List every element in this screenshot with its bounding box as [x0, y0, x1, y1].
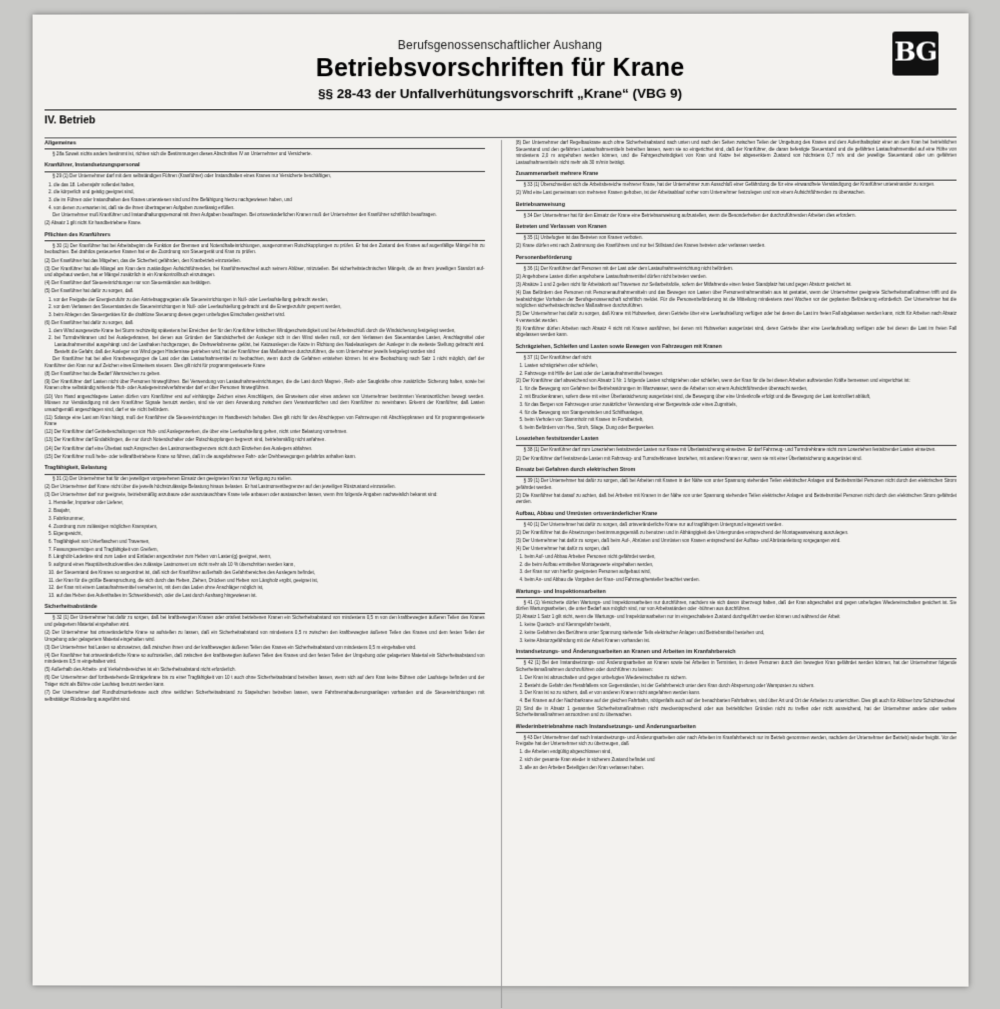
paragraph: (3) Absätze 1 und 2 gelten nicht für Arbeitskorb auf Traversen zur Seilarbeitsfolie, sofern der Mitfahrende einen festen Standplatz hat und gegen Absturz gesichert ist. — [515, 281, 852, 287]
paragraph: (4) Der Kranführer hat ortsveränderliche Krane so aufzustellen, daß zwischen den kraftbewegten äußeren Teilen des Kranes und den festen Teilen der Umgebung oder gelagertem Material ein Sicherheitsabstand von mindestens 0,5 m eingehalten wird. — [44, 652, 485, 665]
section-tag: IV. Betrieb — [44, 114, 96, 127]
paragraph: 4. für die Bewegung von Stangenwinden und Schiffsanlagen, — [519, 409, 644, 415]
paragraph: (2) Der Kranführer hat die Absetzungen bestimmungsgemäß zu benutzen und in Abhängigkeit des Untergrundes entsprechend der Montageanweisung auszulegen. — [515, 529, 849, 535]
paragraph: 2. keine Gefahren des Berührens unter Spannung stehender Teils elektrischer Anlagen und Betriebsmittel bestehen und, — [519, 630, 765, 636]
paragraph: 13. auf das Heben des Aufenthaltes im Schwenkbereich, oder die Last durch Aushang hingewiesen ist. — [48, 592, 258, 598]
paragraph: 1. dem Wind ausgesetzte Krane bei Sturm rechtzeitig spätestens bei Erreichen der für den Kranführer kritischen Windgeschwindigkeit und bei Arbeitsschluß durch die Windsicherung festgelegt werden, — [48, 327, 456, 333]
paragraph: (15) Der Kranführer muß hebe- oder teilkraftbetriebene Krane so führen, daß in die ausgefahrenen Fahr- oder Drehbewegungen gefahrlos anhalten kann. — [44, 453, 357, 459]
paragraph: (6) Der Kranführer hat dafür zu sorgen, daß — [44, 319, 133, 325]
paragraph: 3. beim Ablegen des Steuergerätes für die drahtlose Steuerung dieses gegen unbefugtes Einschalten gesichert wird. — [48, 312, 286, 318]
paragraph: 4. Zuordnung zum zulässigen möglichen Kransystem, — [48, 523, 158, 529]
paragraph: 4. beim An- und Abbau die Vorgaben der Kran- und Fahrzeughersteller beachtet werden. — [519, 577, 700, 583]
paragraph: § 37 (1) Der Kranführer darf nicht — [523, 354, 592, 360]
paragraph: 1. Hersteller, Importeur oder Lieferer, — [48, 500, 124, 506]
section-heading: Kranführer, Instandsetzungspersonal — [45, 162, 485, 172]
section-heading: Loseziehen festsitzender Lasten — [516, 436, 957, 446]
poster-columns — [45, 140, 957, 1009]
paragraph: 6. beim Befördern von Heu, Stroh, Silage, Dung oder Bergwerken. — [519, 424, 655, 430]
paragraph: (2) Angehobene Lasten dürfen angehobene Lastaufnahmemittel dürfen nicht betreten werden. — [515, 273, 707, 279]
paragraph: 9. aufgrund eines Hauptüberdruckventiles des zulässige Lastmoment um nicht mehr als 10 % überschritten werden kann, — [48, 562, 295, 568]
paragraph: (8) Der Unternehmer darf Regelbaukrane auch ohne Sicherheitsabstand nach unten und nach den Seiten zwischen Teilen der Umgebung des Kranes und dem Aufenthaltsplatz einer an dem Kran bei betrieblichen Steuerstand und den gefährten Lastaufnahmemitteln betreiben lassen, wenn sie so eingerichtet sind, daß der Kranführer, die daran befestigte Steuerstand und die gefährten Lastaufnahmemittel auf eine Höhe von mindestens 2,0 m angehoben werden können, und die Fahrgeschwindigkeit von Kran und Katze bei abgesenktem Zustand von höchstens 0,7 m/s und der jeweilige Steuerstand oder um gefährten Lastaufnahmemitteln nicht mehr als 30 m/min beträgt. — [515, 139, 957, 165]
paragraph: § 30 (1) Der Kranführer hat bei Arbeitsbeginn die Funktion der Bremsen und Notendhalteinrichtungen, ausgenommen Rutschkupplungen zu prüfen. Er hat den Zustand des Kranes auf augenfällige Mängel hin zu beobachten. Bei drahtlos gesteuerten Kranen hat er die Zuordnung von Steuergerät und Kran zu prüfen. — [44, 242, 485, 255]
paragraph: 2. sich der gesamte Kran wieder in sicherem Zustand befindet und — [519, 757, 655, 763]
paragraph: (3) Der Unternehmer hat Lasten so abzusetzen, daß zwischen ihnen und der kraftbewegten äußeren Teilen des Kranes ein Sicherheitsabstand von mindestens 0,5 m eingehalten wird. — [44, 644, 417, 650]
paragraph: 8. Länghölz-Laderäne sind zum Laden und Entladen angeordneter zum Heben von Lasten(g) geeignet, wenn, — [48, 554, 272, 560]
paragraph: (2) Der Unternehmer hat ortsveränderliche Krane so aufstellen zu lassen, daß ein Sicherheitsabstand von mindestens 0,5 m zwischen den kraftbewegten äußeren Teilen des Kranes und dem festen Teilen der Umgebung oder gelagertem Material eingehalten wird. — [44, 629, 485, 642]
paragraph: 1. keine Quetsch- und Klemmgefahr besteht, — [519, 622, 611, 628]
paragraph: § 34 Der Unternehmer hat für den Einsatz der Krane eine Betriebsanweisung aufzustellen, wenn die Besonderheiten der durchzuführenden Arbeiten dies erfordern. — [523, 212, 857, 218]
paragraph: § 35 (1) Unbefugten ist das Betreten von Kranen verboten. — [523, 235, 643, 241]
paragraph: (10) Von Hand angeschlagene Lasten dürfen vom Kranführer erst auf einhängige Zeichen eines Anschlägers, des Einweisers oder eines anderen von Unternehmer bestimmten Verantwortlichen bewegt werden. Müssen zur Verständigung mit dem Kranführer Signale benutzt werden, sind sie vor dem Anwendung zwischen dem Verantwortlichen und dem Kranführer zu vereinbaren. Erkennt der Kranführer, daß Lasten unsachgemäß angeschlagen sind, darf er sie nicht befördern. — [44, 393, 485, 412]
paragraph: 2. Baujahr, — [48, 508, 71, 514]
paragraph: § 43 Der Unternehmer darf nach Instandsetzungs- und Änderungsarbeiten oder nach Arbeiten im Kranfahrbereich nur im Betrieb genommen werden, nachdem der Unternehmer der Betrieb) wieder freigibt. Vor der Freigabe hat der Unternehmer sich zu überzeugen, daß — [515, 734, 957, 747]
paragraph: 1. beim Auf- und Abbau Arbeiten Personen nicht gefährdet werden, — [519, 554, 656, 560]
paragraph: 2. die beim Aufbau ermittelten Montagewerte eingehalten werden, — [519, 561, 654, 567]
paragraph: 1. Der Kran ist abzuschalten und gegen unbefugtes Wiedereinschalten zu sichern. — [519, 674, 687, 681]
paragraph: (2) Der Kranführer darf festsitzende Lasten mit Fahrzeug- und Turmdrehkranen losziehen, mit anderen Kranen nur, wenn sie mit einer Überlastsicherung ausgerüstet sind. — [515, 455, 863, 461]
paragraph: 3. der Kran nur von hierfür geeigneten Personen aufgebaut wird, — [519, 569, 651, 575]
section-divider — [45, 137, 957, 139]
poster-subtitle: §§ 28-43 der Unfallverhütungsvorschrift „Krane“ (VBG 9) — [318, 85, 683, 102]
paragraph: Der Kranführer hat bei allen Kranbewegungen die Last oder das Lastaufnahmemittel zu beobachten, wenn durch die Gefahren entstehen können. Ist eine Beobachtung nach Satz 1 nicht möglich, darf der Kranführer den Kran nur auf Zeichen eines Einweisers steuern. Dies gilt nicht für programmgesteuerte Krane — [44, 356, 485, 368]
section-heading: Wiederinbetriebnahme nach Instandsetzungs- und Änderungsarbeiten — [516, 724, 957, 734]
paragraph: (4) Der Unternehmer hat dafür zu sorgen, daß — [515, 545, 610, 551]
section-heading: Allgemeines — [45, 140, 485, 150]
paragraph: (2) Der Kranführer darf abweichend von Absatz 1 Nr. 1 folgende Lasten schrägziehen oder schleifen, wenn der Kran für die bei diesen Arbeiten auftretenden Kräfte bemessen und eingerichtet ist: — [515, 378, 911, 384]
paragraph: (5) Außerhalb des Arbeits- und Verkehrsbereiches ist ein Sicherheitsabstand nicht erforderlich. — [44, 667, 236, 673]
paragraph: § 36 (1) Der Kranführer darf Personen mit der Last oder dem Lastaufnahmeeinrichtung nicht befördern. — [523, 265, 734, 271]
paragraph: 3. für das Bergen von Fahrzeugen unter zusätzlicher Verwendung einer Bergewinde oder eines Zugmittels, — [519, 401, 737, 407]
poster-header — [45, 23, 957, 101]
paragraph: 3. keine Absturzgefährdung mit der Arbeit Kranen vorhanden ist. — [519, 637, 651, 643]
paragraph: (13) Der Kranführer darf Endabklingen, die nur durch Notendschalter oder Rutschkupplungen begrenzt sind, betriebsmäßig nicht anfahren. — [44, 437, 326, 443]
paragraph: 2. vor dem Verlassen des Steuerstandes die Steuereinrichtungen in Null- oder Leerlaufstellung gebracht und die Energiezufuhr gesperrt werden, — [48, 304, 342, 310]
paragraph: (11) Solange eine Last am Kran hängt, muß der Kranführer die Steuereinrichtungen im Handbereich behalten. Dies gilt nicht für des Abschleppen von Fahrzeugen mit Abschleppkranen und für programmgesteuerte Krane — [44, 414, 485, 427]
paragraph: 2. Fahrzeuge mit Hilfe der Last oder der Lastaufnahmemittel bewegen. — [519, 370, 664, 376]
column-separator — [501, 140, 502, 1008]
paragraph: (2) Der Unternehmer darf Krane nicht über die jeweils höchstzulässige Belastung hinaus belasten. Er hat Lastmomentbegrenzer auf den jeweiligen Rüstzustand einzustellen. — [44, 484, 396, 490]
paragraph: (4) Das Befördern den Personen mit Personenaufnahmemitteln und das Bewegen von Lasten über Personen/nahmemitteln aus ist gestattet, wenn der Unternehmer geeignete Sicherheitsmaßnahmen trifft und die beabsichtigter Vorhaben der Berufsgenossenschaft schriftlich meldet. Für die Personenbeförderung ist die Mitteilung mindestens zwei Wochen vor der geplanten Beförderung erforderlich. Der Unternehmer hat die möglichen sicherheitstechnischen Maßnahmen durchzuführen. — [515, 289, 957, 309]
paragraph: (2) Absatz 1 Satz 1 gilt nicht, wenn die Wartungs- und Inspektionsarbeiten nur im eingeschalteten Zustand durchgeführt werden können und während der Arbeit — [515, 614, 840, 620]
paragraph: (2) Sind die in Absatz 1 genannten Sicherheitsmaßnahmen nicht zweckentsprechend oder aus betrieblichen Gründen nicht zu treffen oder nicht ausreichend, hat der Unternehmer andere oder weitere Sicherheitsmaßnahmen anzuordnen und zu überwachen. — [515, 705, 957, 718]
paragraph: 4. von denen zu erwarten ist, daß sie die ihnen übertragenen Aufgaben zuverlässig erfüllen. — [48, 204, 235, 211]
paragraph: (5) Der Unternehmer hat dafür zu sorgen, daß Krane mit Hubwerken, deren Getriebe über eine Leerlaufstellung verfügen oder bei denen die Last im freien Fall abgelassen werden kann, nicht für Arbeiten nach Absatz 4 verwendet werden. — [515, 310, 957, 323]
paragraph: (7) Der Unternehmer darf Rundholzsortierkrane auch ohne seitlichen Sicherheitsabstand zu Stapelschen betreiben lassen, wenn Fahrbremshaubenungsanlagen vorhanden und die Steuereinrichtungen mit selbsttätiger Rückstellung ausgeführt sind. — [44, 689, 485, 702]
paragraph: § 42 (1) Bei den Instandsetzungs- und Änderungsarbeiten an Kranen sowie bei Arbeiten in Terminien, in denen Personen durch den bewegten Kran gefährdet werden können, hat der Unternehmer folgende Sicherheitsmaßnahmen durchzuführen oder durchführen zu lassen: — [515, 660, 957, 672]
paragraph: § 28a Soweit nichts anders bestimmt ist, richten sich die Bestimmungen dieses Abschnittes IV an Unternehmer und Versicherte. — [52, 151, 313, 157]
paragraph: 3. Der Kran ist so zu sichern, daß er von anderen Kranen nicht angefahren werden kann. — [519, 690, 701, 696]
section-heading: Instandsetzungs- und Änderungsarbeiten an Kranen und Arbeiten im Kranfahrbereich — [516, 649, 957, 659]
section-heading: Zusammenarbeit mehrere Krane — [516, 171, 957, 181]
paragraph: 1. für die Bewegung von Gefahren bei Betriebsstörungen im Warzwasser, wenn die Arbeiten von einem Aufsichtführenden überwacht werden, — [519, 386, 808, 392]
paragraph: 5. Eigengewicht, — [48, 531, 83, 537]
paragraph: 3. Fabriknummer, — [48, 515, 85, 521]
paragraph: (3) Der Kranführer hat alle Mängel am Kran dem zuständigen Aufsichtführenden, bei Kranführerwechsel auch seinem Ablöser, mitzuteilen. Bei sicherheitstechnischen Mängeln, die an ihrem jeweiligen Standort auf- und abgebaut werden, hat er Mängel zusätzlich in ein Krankontrollbuch einzutragen. — [44, 265, 485, 278]
paragraph: 2. bei Turmdrehkranen und bei Auslegerkranen, bei denen aus Gründen der Standsicherheit der Ausleger sich in den Wind stellen muß, vor dem Verlassen des Steuerstandes Lasten, Anschlagmittel oder Lastaufnahmemittel ausgehängt und der Lasthaken hochgezogen, die Drehwerksbremse gelöst, bei Katzauslegen die Katze in Richtung des Nadelauslegers der Ausleger in die weiteste Stellung gebracht wird. Besteht die Gefahr, daß der Ausleger von Wind gegen Hindernisse getrieben wird, hat der Kranführer das Maßnahmen durchzuführen, die vom Unternehmer jeweils festgelegt worden sind — [48, 335, 485, 354]
section-heading: Tragfähigkeit, Belastung — [45, 465, 485, 474]
paragraph: (3) Der Unternehmer hat dafür zu sorgen, daß beim Auf-, Abrüsten und Umrüsten von Kranen entsprechend der Aufbau- und Abrüstanleitung vorgegangen wird. — [515, 537, 841, 543]
paragraph: § 40 (1) Der Unternehmer hat dafür zu sorgen, daß ortsveränderliche Krane nur auf tragfähigem Untergrund eingesetzt werden. — [523, 521, 783, 527]
paragraph: § 32 (1) Der Unternehmer hat dafür zu sorgen, daß bei kraftbewegten Kranen oder ortsfest betriebenen Kranen ein Sicherheitsabstand von mindestens 0,5 m von den kraftbewegten äußeren Teilen des Kranes und gelagertem Material eingehalten wird. — [44, 615, 485, 627]
paragraph: 1. vor der Freigabe der Energiezufuhr zu den Antriebsaggregaten alle Steuereinrichtungen in Null- oder Leerlaufstellung gebracht werden, — [48, 296, 329, 302]
paragraph: (6) Der Unternehmer darf fortbestehende Einträgerkrane bis zu einer Tragfähigkeit von 10 t auch ohne Sicherheitsabstand betreiben lassen, wenn sich auf dem Kran keine Bühnen oder Laufstege befinden und der Träger nicht als Bühne oder Laufsteg benutzt werden kann. — [44, 675, 485, 687]
paragraph: (6) Kranführer dürfen Arbeiten nach Absatz 4 nicht mit Kranen ausführen, bei denen mit Hubwerken ausgerüstet sind, deren Getriebe über eine Leerlaufstellung verfügen oder bei denen die Last im freien Fall abgelassen werden kann. — [515, 325, 957, 338]
poster-sheet — [33, 13, 969, 986]
paragraph: (5) Der Kranführer hat dafür zu sorgen, daß — [44, 288, 133, 294]
paragraph: § 29 (1) Der Unternehmer darf mit dem selbständigen Führen (Kranführer) oder Instandhalten eines Kranes nur Versicherte beschäftigen, — [52, 173, 332, 179]
paragraph: 1. Lasten schrägziehen oder schleifen, — [519, 362, 599, 368]
paragraph: § 33 (1) Überschneiden sich die Arbeitsbereiche mehrerer Krane, hat der Unternehmer zum Ausschluß einer Gefährdung die für eine einwandfreie Verständigung der Kranführer untereinander zu sorgen. — [523, 181, 935, 188]
paragraph: § 39 (1) Der Unternehmer hat dafür zu sorgen, daß bei Arbeiten mit Kranen in der Nähe von unter Spannung stehenden Teilen elektrischer Anlagen und Betriebsmittel Personen nicht durch den elektrischen Strom gefährdet werden. — [515, 477, 957, 490]
paragraph: (2) Wird eine Last gemeinsam von mehreren Kranen gehoben, ist der Arbeitsablauf vorher vom Unternehmer festzulegen und von einem Aufsichtführenden zu überwachen. — [515, 189, 866, 196]
paragraph: § 38 (1) Der Kranführer darf zum Loseziehen festsitzender Lasten nur Krane mit Überlastsicherung einsetzen. Er darf Fahrzeug- und Turmdrehkrane nicht zum Loseziehen festsitzender Lasten einsetzen. — [523, 447, 937, 453]
bg-logo-text: BG — [894, 37, 937, 68]
paragraph: 1. die das 18. Lebensjahr vollendet haben, — [48, 181, 135, 187]
paragraph: 1. die Arbeiten endgültig abgeschlossen sind, — [519, 749, 612, 755]
paragraph: § 31 (1) Der Unternehmer hat für den jeweiligen vorgesehenen Einsatz den geeigneten Kran zur Verfügung zu stellen. — [52, 476, 292, 482]
paragraph: 11. der Kran für die größte Beanspruchung, die sich durch das Heben, Ziehen, Drücken und Heben von Längholz ergibt, geeignet ist, — [48, 577, 319, 583]
section-heading: Pflichten des Kranführers — [45, 232, 485, 242]
paragraph: (3) Der Unternehmer darf nur geeignete, betriebsmäßig anzubaure oder auszutauschbare Krane teile anbauen oder austauschen lassen, wenn ihm folgende Angaben nachweislich bekannt sind: — [44, 492, 438, 498]
paragraph: 2. Besteht die Gefahr des Herabfallens von Gegenständen, ist der Gefahrbereich unter dem Kran durch Absperrung oder Warnposten zu sichern. — [519, 682, 815, 688]
paragraph: 10. der Steuerstand des Kranes so angeordnet ist, daß sich der Kranführer außerhalb des Gefahrbereiches des Auslegers befindet, — [48, 569, 316, 575]
paragraph: Der Unternehmer muß Kranführer und Instandhaltungspersonal mit ihren Aufgaben beauftragen. Bei ortsveränderlichen Kranen muß der Unternehmer den Kranführer schriftlich beauftragen. — [52, 212, 437, 218]
header-divider — [45, 109, 957, 111]
section-heading: Einsatz bei Gefahren durch elektrischen Strom — [516, 467, 957, 477]
section-heading: Betreten und Verlassen von Kranen — [516, 224, 957, 234]
paragraph: (8) Der Kranführer hat die Bedarf Warnzeichen zu geben. — [44, 370, 161, 376]
paragraph: 2. mit Bruckenkranen, sofern diese mit einer Überlastsicherung ausgerüstet sind, die Bewegung über eine Umlenkrolle erfolgt und die Bewegung der Last kontrolliert abläuft, — [519, 394, 871, 400]
section-heading: Aufbau, Abbau und Umrüsten ortsveränderlicher Krane — [516, 511, 957, 520]
bg-logo-icon — [892, 31, 938, 75]
paragraph: 12. der Kran mit einem Lastaufnahmemittel versehen ist, mit dem das Laden ohne Anschläger möglich ist, — [48, 585, 264, 591]
paragraph: (2) Krane dürfen erst nach Zustimmung des Kranführers und nur bei Stillstand des Kranes betreten oder verlassen werden. — [515, 243, 766, 249]
poster-kicker: Berufsgenossenschaftlicher Aushang — [397, 37, 603, 53]
paragraph: 2. die körperlich und geistig geeignet sind, — [48, 189, 135, 195]
section-heading: Betriebsanweisung — [516, 201, 957, 211]
paragraph: 3. die im Führen oder Instandhalten des Kranes unterwiesen sind und ihre Befähigung hierzu nachgewiesen haben, und — [48, 197, 293, 203]
paragraph: 7. Fassungsvermögen und Tragfähigkeit von Greifern, — [48, 546, 159, 552]
paragraph: 4. Bei Kranen auf der Nachbarkrane auf der gleichen Fahrbahn, nötigenfalls auch auf der benachbarten Fahrbahnen, sind über Art und Ort der Arbeiten zu unterrichten. Dies gilt auch für Ablöser bzw Schichtwechsel — [519, 698, 955, 704]
paragraph: (2) Absatz 1 gilt nicht für handbetriebene Krane. — [44, 220, 142, 226]
section-heading: Personenbeförderung — [516, 254, 957, 264]
paragraph: (12) Der Kranführer darf Getriebeschaltungen von Hub- und Auslegerwerken, die über eine Leerlaufstellung gehen, nicht unter Belastung vornehmen. — [44, 429, 348, 435]
page-title: Betriebsvorschriften für Krane — [315, 53, 685, 83]
paragraph: 5. beim Verholen von Stammholz mit Kranen im Forstbetrieb, — [519, 417, 644, 423]
section-heading: Wartungs- und Inspektionsarbeiten — [516, 589, 957, 599]
paragraph: (2) Der Kranführer hat das Mitgehen, das die Sicherheit gefährden, den Kranbetrieb einzustellen. — [44, 257, 242, 263]
paragraph: 6. Tragfähigkeit von Unterflaschen und Traversen, — [48, 538, 150, 544]
column-left — [45, 140, 487, 1008]
paragraph: (4) Der Kranführer darf Steuereinrichtungen nur von Steuerständen aus betätigen. — [44, 280, 211, 286]
paragraph: 3. alle an den Arbeiten Beteiligten den Kran verlassen haben. — [519, 764, 645, 770]
paragraph: (2) Die Kranführer hat darauf zu achten, daß bei Arbeiten mit Kranen in der Nähe von unter Spannung stehenden Teilen elektrischer Anlagen und Betriebsmittel Personen nicht durch den elektrischen Strom gefährdet werden. — [515, 492, 957, 505]
paragraph: (14) Der Kranführer darf eine Überlast nach Ansprechen des Lastmomentbegrenzers nicht durch Einziehen des Auslegers abfahren. — [44, 445, 313, 451]
column-right — [516, 140, 957, 1009]
paragraph: § 41 (1) Versicherte dürfen Wartungs- und Inspektionsarbeiten nur durchführen, nachdem sie sich davon überzeugt haben, daß der Kran abgeschaltet und gegen unbefugtes Wiedereinschalten gesichert ist. Sie dürfen Wartungsarbeiten, die unter Bedarf aus möglich sind, nur von Arbeitsständen oder -bühnen aus durchführen. — [515, 599, 957, 612]
section-heading: Sicherheitsabstände — [45, 604, 485, 614]
paragraph: (9) Der Kranführer darf Lasten nicht über Personen hinwegführen. Bei Verwendung von Lastaufnahmeeinrichtungen, die die Last durch Magnet-, Reib- oder Saugkräfte ohne zusätzliche Sicherung halten, sowie bei Kranen ohne selbständig wirkende Hub- oder Auslegereinzelverfahrender darf er über Personen hinwegführen. — [44, 378, 485, 391]
section-heading: Schrägziehen, Schleifen und Lasten sowie Bewegen von Fahrzeugen mit Kranen — [516, 344, 957, 354]
